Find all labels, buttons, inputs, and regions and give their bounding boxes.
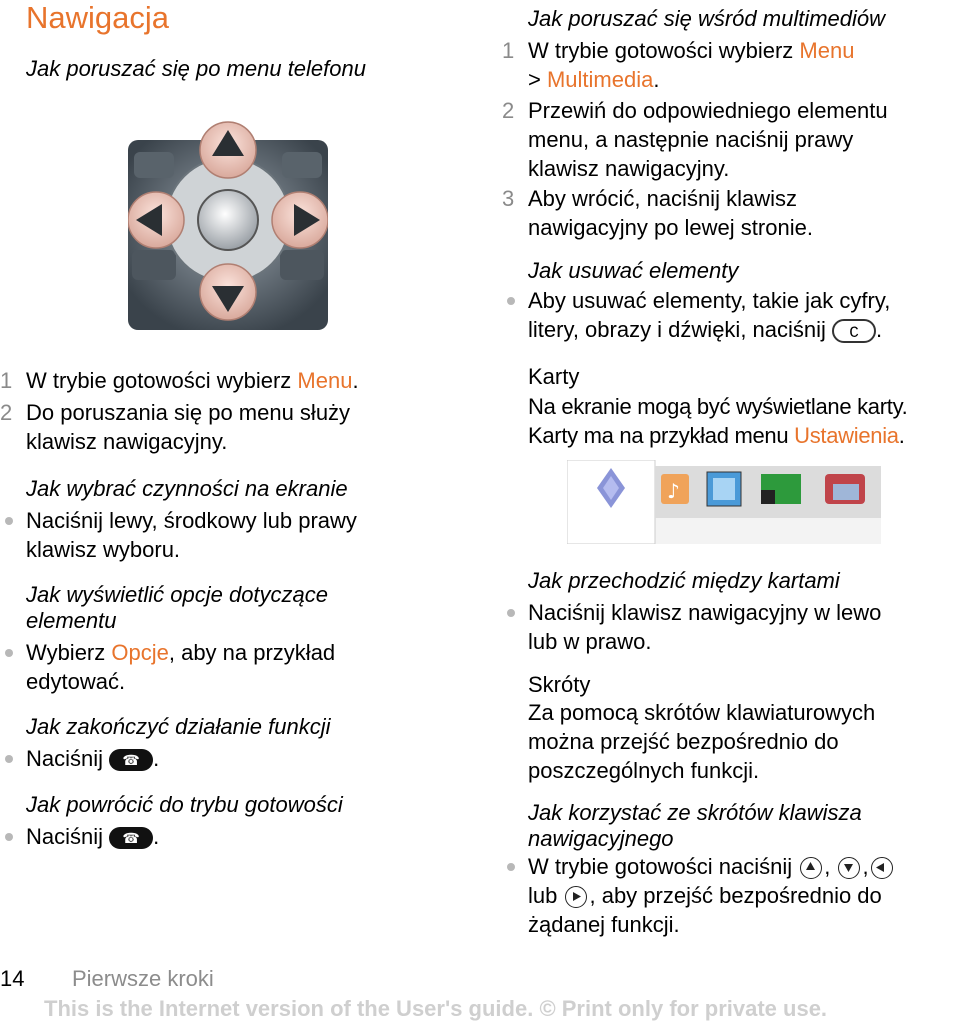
heading-line: Jak korzystać ze skrótów klawisza bbox=[528, 800, 862, 825]
bullet-text: Naciśnij bbox=[26, 824, 104, 849]
bullet bbox=[502, 598, 528, 656]
shortcuts-heading: Skróty bbox=[528, 672, 591, 697]
heading-line: elementu bbox=[26, 608, 117, 633]
page-number: 14 bbox=[0, 966, 25, 991]
bullet bbox=[502, 852, 528, 939]
step-text: Do poruszania się po menu służy bbox=[26, 400, 351, 425]
bullet-text: litery, obrazy i dźwięki, naciśnij bbox=[528, 317, 826, 342]
step-text: Przewiń do odpowiedniego elementu bbox=[528, 98, 888, 123]
end-call-key-icon: ☎ bbox=[109, 749, 153, 771]
bullet-text: W trybie gotowości naciśnij bbox=[528, 854, 793, 879]
step-text: klawisz nawigacyjny. bbox=[528, 156, 730, 181]
step-number: 2 bbox=[502, 98, 515, 123]
end-call-key-icon: ☎ bbox=[109, 827, 153, 849]
select-heading: Jak wybrać czynności na ekranie bbox=[26, 476, 348, 501]
options-heading bbox=[26, 582, 328, 634]
step-text: klawisz nawigacyjny. bbox=[26, 429, 228, 454]
subtitle: Jak poruszać się po menu telefonu bbox=[26, 56, 366, 81]
step-end: . bbox=[653, 67, 660, 92]
bullet-text: Naciśnij lewy, środkowy lub prawy bbox=[26, 508, 357, 533]
bullet-text: klawisz wyboru. bbox=[26, 537, 181, 562]
body-end: . bbox=[898, 423, 905, 448]
bullet-text: żądanej funkcji. bbox=[528, 912, 680, 937]
body-text: można przejść bezpośrednio do bbox=[528, 729, 839, 754]
mm-step-3 bbox=[502, 184, 813, 242]
multimedia-link[interactable]: Multimedia bbox=[546, 67, 654, 92]
body-text: Na ekranie mogą być wyświetlane karty. bbox=[528, 394, 908, 419]
options-link[interactable]: Opcje bbox=[111, 640, 169, 665]
nav-left-icon bbox=[871, 857, 893, 879]
bullet-text: Wybierz bbox=[26, 640, 112, 665]
standby-bullet bbox=[0, 822, 159, 851]
standby-heading: Jak powrócić do trybu gotowości bbox=[26, 792, 343, 817]
connectivity-tab-icon bbox=[761, 474, 801, 504]
bullet-text: Aby usuwać elementy, takie jak cyfry, bbox=[528, 288, 891, 313]
bullet-text: Naciśnij bbox=[26, 746, 104, 771]
delete-heading: Jak usuwać elementy bbox=[528, 258, 739, 283]
step-2 bbox=[0, 398, 350, 456]
tabs-text bbox=[528, 392, 907, 450]
end-function-bullet bbox=[0, 744, 159, 773]
step-text: W trybie gotowości wybierz bbox=[528, 38, 800, 63]
footer-note: This is the Internet version of the User's guide. © Print only for private use. bbox=[44, 996, 828, 1021]
section-name: Pierwsze kroki bbox=[72, 966, 214, 991]
body-text: Za pomocą skrótów klawiaturowych bbox=[528, 700, 876, 725]
bullet bbox=[0, 638, 26, 696]
menu-link[interactable]: Menu bbox=[799, 38, 855, 63]
bullet-text: lub bbox=[528, 883, 558, 908]
step-text: Aby wrócić, naciśnij klawisz bbox=[528, 186, 797, 211]
c-key-icon: C bbox=[832, 319, 876, 343]
tabs-heading: Karty bbox=[528, 364, 580, 389]
step-number: 1 bbox=[0, 368, 13, 393]
heading-line: Jak wyświetlić opcje dotyczące bbox=[26, 582, 329, 607]
step-text: menu, a następnie naciśnij prawy bbox=[528, 127, 854, 152]
nav-shortcuts-bullet: W trybie gotowości naciśnij , , lub , aby przejść bezpośrednio do żądanej funkcji. bbox=[502, 852, 895, 939]
switch-tabs-bullet bbox=[502, 598, 881, 656]
bullet-text: , aby przejść bezpośrednio do bbox=[589, 883, 882, 908]
calls-tab-icon bbox=[825, 474, 865, 504]
bullet bbox=[502, 286, 528, 344]
options-bullet bbox=[0, 638, 335, 696]
step-number: 1 bbox=[502, 38, 515, 63]
step-number: 3 bbox=[502, 186, 515, 211]
bullet-text: lub w prawo. bbox=[528, 629, 652, 654]
mm-step-1 bbox=[502, 36, 854, 94]
bullet-end: . bbox=[153, 746, 160, 771]
bullet bbox=[0, 506, 26, 564]
bullet-end: . bbox=[876, 317, 883, 342]
body-text: poszczególnych funkcji. bbox=[528, 758, 760, 783]
delete-bullet bbox=[502, 286, 890, 344]
step-text: > bbox=[528, 67, 547, 92]
step-end: . bbox=[352, 368, 359, 393]
step-number: 2 bbox=[0, 400, 13, 425]
bullet bbox=[0, 822, 26, 851]
bullet-text: Naciśnij klawisz nawigacyjny w lewo bbox=[528, 600, 882, 625]
bullet-text: edytować. bbox=[26, 669, 126, 694]
menu-link[interactable]: Menu bbox=[297, 368, 353, 393]
shortcuts-text bbox=[528, 698, 875, 785]
step-text: nawigacyjny po lewej stronie. bbox=[528, 215, 813, 240]
step-1 bbox=[0, 366, 359, 395]
bullet-text: , aby na przykład bbox=[168, 640, 336, 665]
nav-right-icon bbox=[565, 886, 587, 908]
heading-line: nawigacyjnego bbox=[528, 826, 674, 851]
display-tab-icon bbox=[707, 472, 741, 506]
tabs-image bbox=[567, 460, 881, 544]
settings-link[interactable]: Ustawienia bbox=[794, 423, 899, 448]
bullet-end: . bbox=[153, 824, 160, 849]
keypad-image bbox=[128, 120, 328, 330]
nav-up-icon bbox=[800, 857, 822, 879]
body-text: Karty ma na przykład menu bbox=[528, 423, 795, 448]
page-title: Nawigacja bbox=[26, 0, 170, 35]
nav-shortcuts-heading bbox=[528, 800, 862, 852]
bullet bbox=[0, 744, 26, 773]
svg-text:♪: ♪ bbox=[667, 479, 680, 503]
step-text: W trybie gotowości wybierz bbox=[26, 368, 298, 393]
end-function-heading: Jak zakończyć działanie funkcji bbox=[26, 714, 331, 739]
select-bullet bbox=[0, 506, 357, 564]
sound-tab-icon bbox=[661, 474, 689, 504]
multimedia-heading: Jak poruszać się wśród multimediów bbox=[528, 6, 886, 31]
nav-down-icon bbox=[838, 857, 860, 879]
mm-step-2 bbox=[502, 96, 888, 183]
switch-tabs-heading: Jak przechodzić między kartami bbox=[528, 568, 840, 593]
